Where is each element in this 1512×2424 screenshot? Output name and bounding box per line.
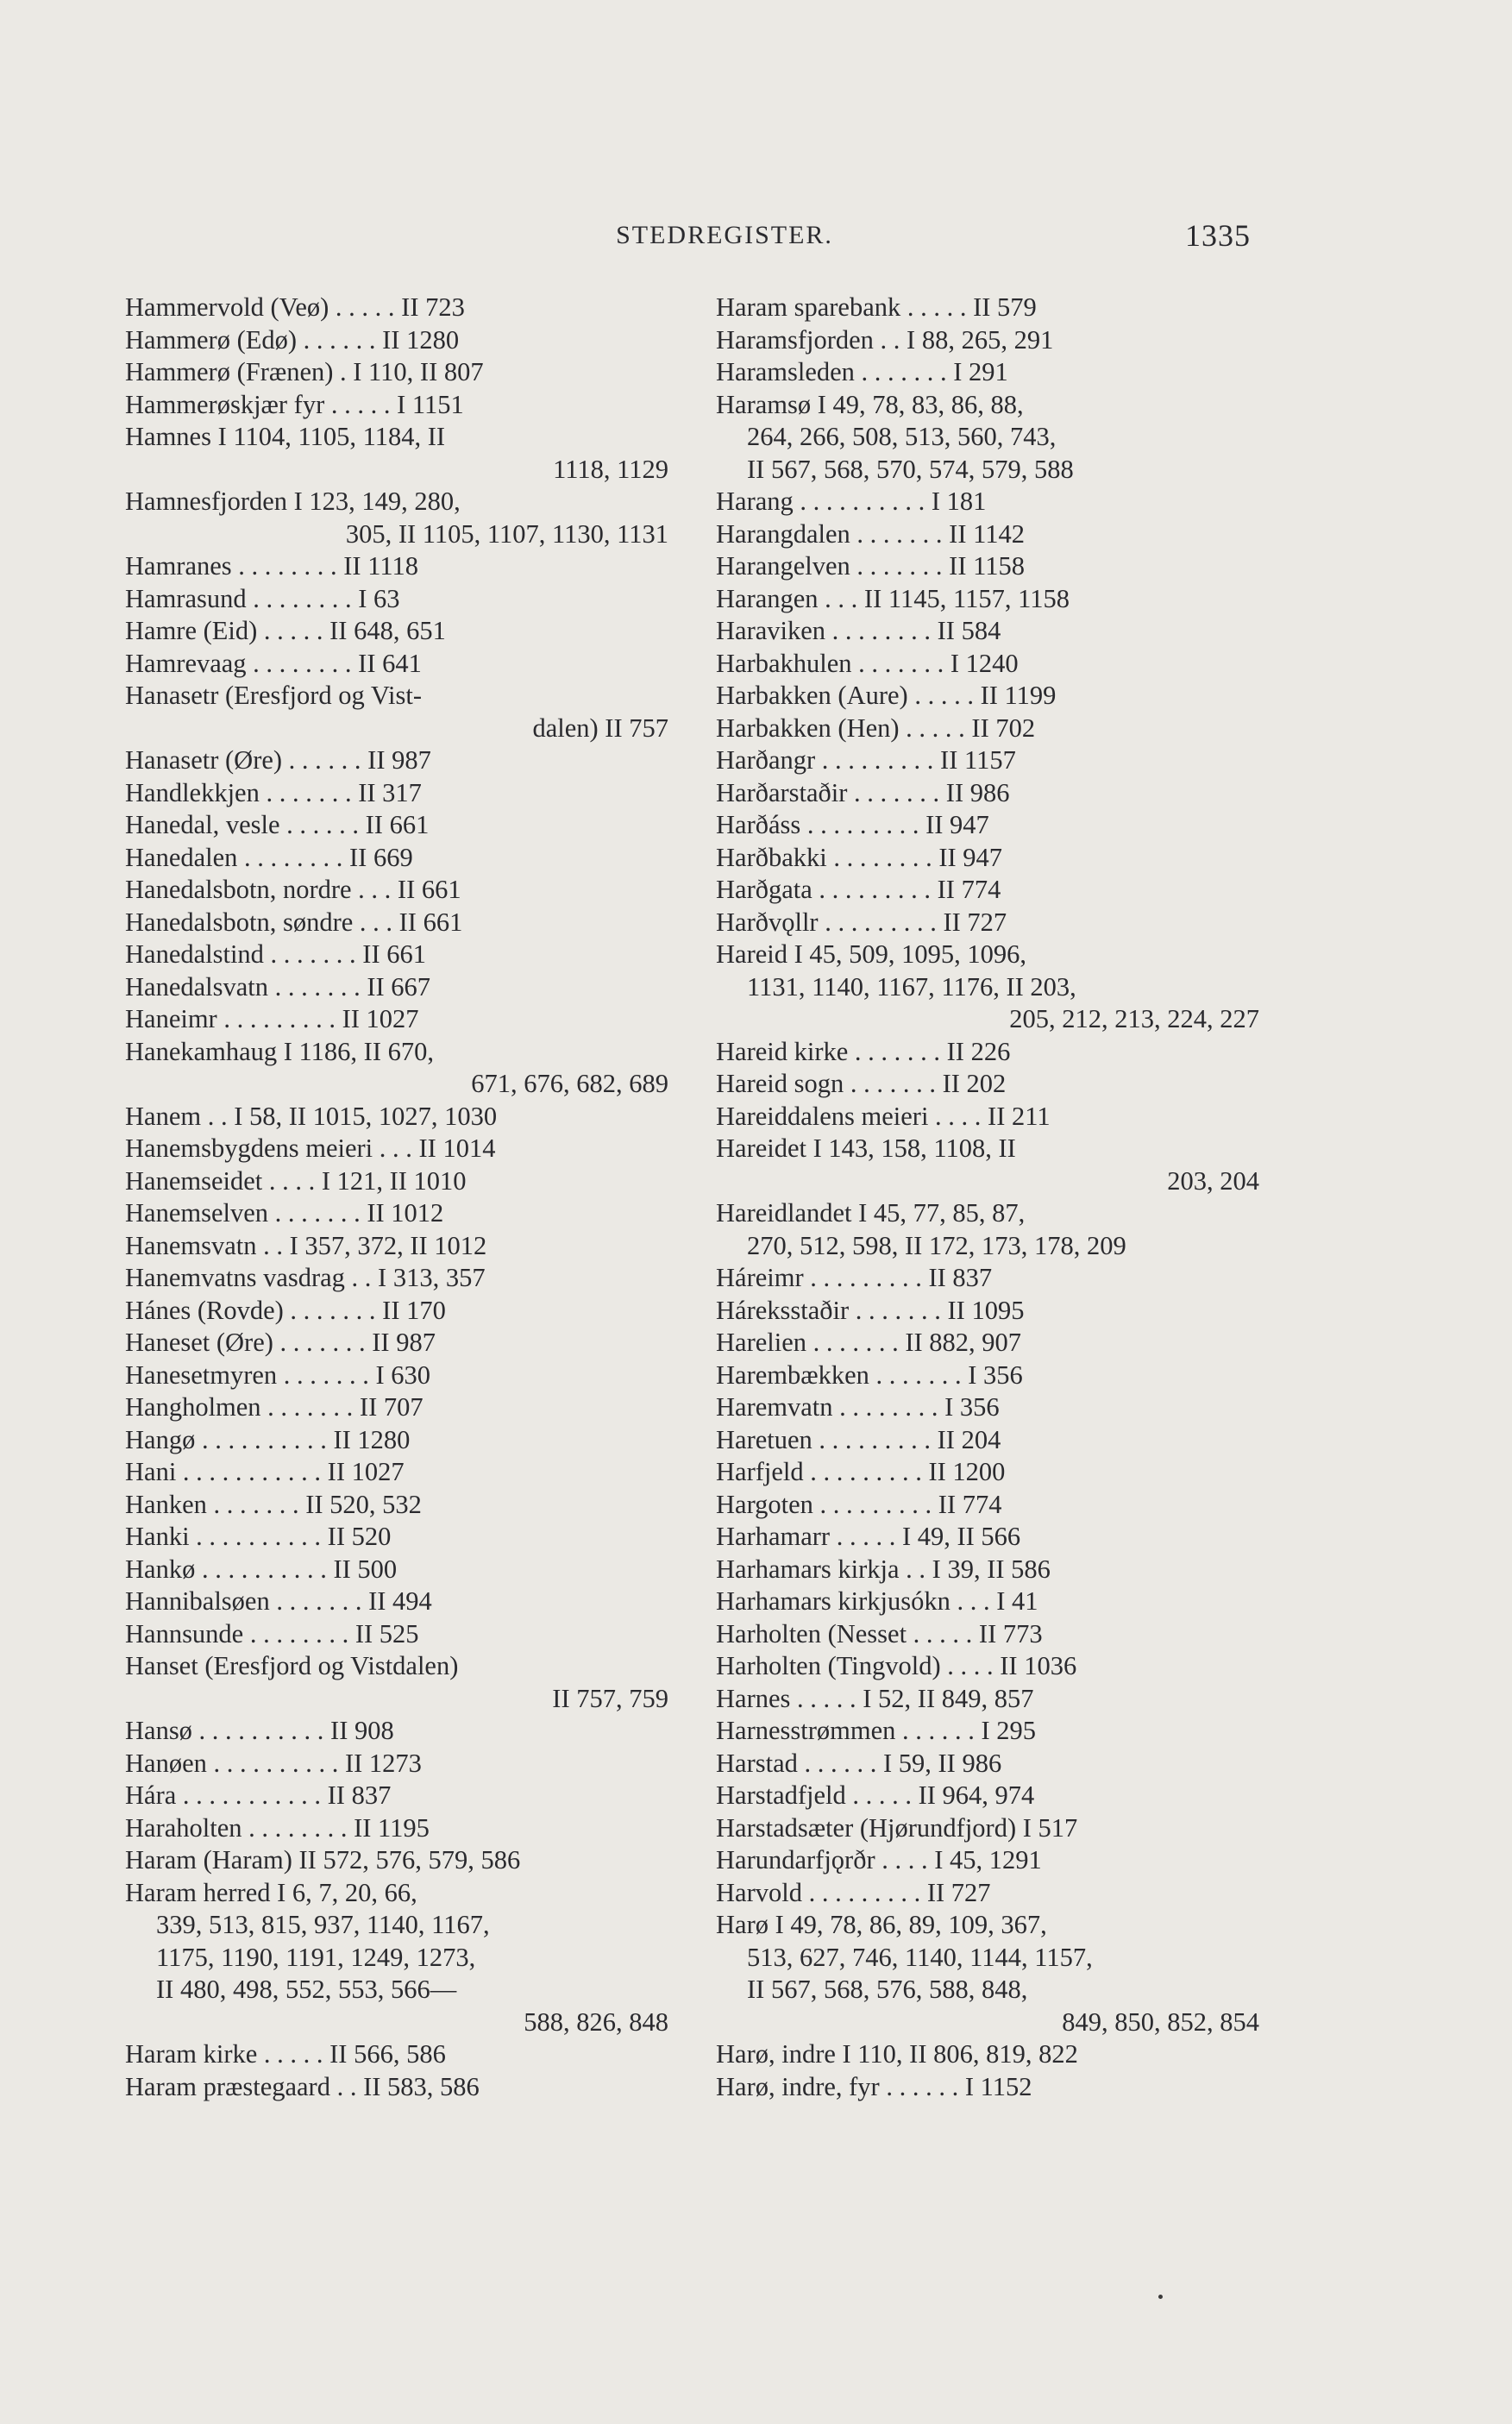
index-entry-line: Harðgata . . . . . . . . . II 774 — [716, 875, 1001, 904]
index-entry-line: Haneset (Øre) . . . . . . . II 987 — [125, 1328, 436, 1357]
index-entry-line: Hareid I 45, 509, 1095, 1096, — [716, 939, 1027, 969]
index-entry-line: Hansø . . . . . . . . . . II 908 — [125, 1716, 394, 1745]
index-entry-line: Harembækken . . . . . . . I 356 — [716, 1360, 1023, 1390]
index-entry-line: 849, 850, 852, 854 — [1062, 2006, 1259, 2037]
index-entry-line: Hánes (Rovde) . . . . . . . II 170 — [125, 1295, 446, 1325]
index-entry-line: Harnes . . . . . I 52, II 849, 857 — [716, 1683, 1034, 1713]
index-entry-line: Hareiddalens meieri . . . . II 211 — [716, 1101, 1051, 1131]
index-entry-line: Hanemseidet . . . . I 121, II 1010 — [125, 1165, 467, 1196]
index-entry-line: Haram kirke . . . . . II 566, 586 — [125, 2039, 446, 2069]
index-entry-line: 205, 212, 213, 224, 227 — [1009, 1004, 1259, 1033]
index-entry-line: Hanedalstind . . . . . . . II 661 — [125, 939, 426, 969]
index-column-right — [716, 292, 1259, 2103]
index-entry-line: Hareid sogn . . . . . . . II 202 — [716, 1069, 1007, 1098]
index-entry-line: Harang . . . . . . . . . . I 181 — [716, 487, 987, 516]
index-entry-line: Harbakken (Hen) . . . . . II 702 — [716, 713, 1036, 743]
index-entry-line: Hanedalen . . . . . . . . II 669 — [125, 842, 413, 872]
index-entry-line: Hangø . . . . . . . . . . II 1280 — [125, 1424, 411, 1454]
index-entry-line: Harø, indre, fyr . . . . . . I 1152 — [716, 2071, 1032, 2101]
index-entry-line: Harelien . . . . . . . II 882, 907 — [716, 1328, 1022, 1357]
index-entry-line: Harø, indre I 110, II 806, 819, 822 — [716, 2039, 1078, 2069]
index-entry-line: Haram (Haram) II 572, 576, 579, 586 — [125, 1845, 521, 1875]
index-entry-line: Handlekkjen . . . . . . . II 317 — [125, 777, 422, 807]
index-entry-line: Haremvatn . . . . . . . . I 356 — [716, 1392, 1000, 1422]
index-entry-line: Haneimr . . . . . . . . . II 1027 — [125, 1004, 419, 1033]
index-entry-line: Hani . . . . . . . . . . . II 1027 — [125, 1457, 405, 1486]
page-number: 1335 — [1185, 218, 1251, 253]
index-entry-line: Hanøen . . . . . . . . . . II 1273 — [125, 1748, 422, 1778]
index-entry-line: Harhamarr . . . . . I 49, II 566 — [716, 1522, 1021, 1551]
index-entry-line: 1118, 1129 — [553, 454, 668, 484]
index-entry-line: Haretuen . . . . . . . . . II 204 — [716, 1424, 1001, 1454]
index-entry-line: Harðbakki . . . . . . . . II 947 — [716, 842, 1003, 872]
index-entry-line: II 480, 498, 552, 553, 566— — [156, 1975, 457, 2004]
index-entry-line: Hamnes I 1104, 1105, 1184, II — [125, 422, 446, 451]
index-entry-line: Harø I 49, 78, 86, 89, 109, 367, — [716, 1910, 1047, 1939]
index-entry-line: Harðarstaðir . . . . . . . II 986 — [716, 777, 1010, 807]
index-entry-line: Hamranes . . . . . . . . II 1118 — [125, 551, 418, 581]
index-entry-line: Hanedalsbotn, søndre . . . II 661 — [125, 907, 463, 937]
index-entry-line: 339, 513, 815, 937, 1140, 1167, — [156, 1910, 490, 1939]
index-entry-line: Hanki . . . . . . . . . . II 520 — [125, 1522, 392, 1551]
index-entry-line: Hangholmen . . . . . . . II 707 — [125, 1392, 423, 1422]
index-entry-line: Haramsfjorden . . I 88, 265, 291 — [716, 324, 1054, 355]
index-entry-line: Hanken . . . . . . . II 520, 532 — [125, 1489, 422, 1519]
index-entry-line: 203, 204 — [1167, 1165, 1259, 1196]
index-entry-line: Hára . . . . . . . . . . . II 837 — [125, 1780, 392, 1810]
index-entry-line: Hanedalsvatn . . . . . . . II 667 — [125, 971, 431, 1002]
index-entry-line: Harholten (Tingvold) . . . . II 1036 — [716, 1651, 1077, 1680]
index-entry-line: Harangelven . . . . . . . II 1158 — [716, 551, 1025, 581]
index-entry-line: Hanem . . I 58, II 1015, 1027, 1030 — [125, 1101, 498, 1131]
index-entry-line: II 567, 568, 576, 588, 848, — [747, 1975, 1028, 2004]
index-entry-line: Háreimr . . . . . . . . . II 837 — [716, 1263, 993, 1292]
index-entry-line: Harholten (Nesset . . . . . II 773 — [716, 1618, 1043, 1648]
paper-speck — [1158, 2295, 1163, 2299]
index-column-left — [125, 292, 668, 2103]
index-entry-line: Haramsø I 49, 78, 83, 86, 88, — [716, 389, 1024, 419]
index-entry-line: Hanasetr (Øre) . . . . . . II 987 — [125, 745, 431, 775]
index-entry-line: Hammervold (Veø) . . . . . II 723 — [125, 292, 465, 322]
index-entry-line: 513, 627, 746, 1140, 1144, 1157, — [747, 1942, 1093, 1972]
index-entry-line: Hareidlandet I 45, 77, 85, 87, — [716, 1198, 1026, 1228]
index-entry-line: Haram sparebank . . . . . II 579 — [716, 292, 1037, 322]
index-entry-line: Harðvǫllr . . . . . . . . . II 727 — [716, 907, 1007, 937]
index-entry-line: Harhamars kirkjusókn . . . I 41 — [716, 1586, 1038, 1616]
index-entry-line: Hannsunde . . . . . . . . II 525 — [125, 1618, 419, 1648]
index-entry-line: Harhamars kirkja . . I 39, II 586 — [716, 1554, 1051, 1584]
index-entry-line: 1175, 1190, 1191, 1249, 1273, — [156, 1942, 476, 1972]
index-entry-line: Hargoten . . . . . . . . . II 774 — [716, 1489, 1002, 1519]
index-entry-line: Hamrevaag . . . . . . . . II 641 — [125, 648, 422, 678]
index-entry-line: Harbakhulen . . . . . . . I 1240 — [716, 648, 1019, 678]
index-entry-line: Harstadfjeld . . . . . II 964, 974 — [716, 1780, 1035, 1810]
index-entry-line: Hamre (Eid) . . . . . II 648, 651 — [125, 616, 446, 645]
index-entry-line: Haramsleden . . . . . . . I 291 — [716, 357, 1008, 386]
index-entry-line: Harangdalen . . . . . . . II 1142 — [716, 518, 1025, 549]
index-entry-line: Hannibalsøen . . . . . . . II 494 — [125, 1586, 432, 1616]
index-entry-line: Hareid kirke . . . . . . . II 226 — [716, 1036, 1011, 1066]
index-entry-line: Haraviken . . . . . . . . II 584 — [716, 616, 1001, 645]
index-entry-line: Harundarfjǫrðr . . . . I 45, 1291 — [716, 1845, 1042, 1875]
index-entry-line: 1131, 1140, 1167, 1176, II 203, — [747, 971, 1076, 1002]
index-entry-line: Harbakken (Aure) . . . . . II 1199 — [716, 681, 1057, 710]
index-entry-line: 270, 512, 598, II 172, 173, 178, 209 — [747, 1230, 1126, 1260]
index-entry-line: Hanedalsbotn, nordre . . . II 661 — [125, 875, 461, 904]
index-entry-line: dalen) II 757 — [532, 713, 668, 743]
index-entry-line: Hanesetmyren . . . . . . . I 630 — [125, 1360, 431, 1390]
index-entry-line: Haram præstegaard . . II 583, 586 — [125, 2071, 480, 2101]
index-entry-line: Hanekamhaug I 1186, II 670, — [125, 1036, 434, 1066]
index-entry-line: 305, II 1105, 1107, 1130, 1131 — [345, 518, 668, 549]
index-entry-line: Hamnesfjorden I 123, 149, 280, — [125, 487, 461, 516]
index-entry-line: Hammerø (Edø) . . . . . . II 1280 — [125, 324, 460, 355]
index-entry-line: Háreksstaðir . . . . . . . II 1095 — [716, 1295, 1025, 1325]
index-entry-line: Hamrasund . . . . . . . . I 63 — [125, 583, 400, 613]
index-entry-line: Hammerøskjær fyr . . . . . I 1151 — [125, 389, 464, 419]
index-entry-line: Hanemsvatn . . I 357, 372, II 1012 — [125, 1230, 487, 1260]
index-entry-line: Harðáss . . . . . . . . . II 947 — [716, 810, 989, 839]
index-entry-line: Harnesstrømmen . . . . . . I 295 — [716, 1716, 1037, 1745]
index-entry-line: 671, 676, 682, 689 — [471, 1069, 668, 1098]
index-entry-line: II 567, 568, 570, 574, 579, 588 — [747, 454, 1074, 484]
index-entry-line: Haram herred I 6, 7, 20, 66, — [125, 1877, 417, 1907]
index-entry-line: Hammerø (Frænen) . I 110, II 807 — [125, 357, 484, 386]
running-head-title: STEDREGISTER. — [616, 221, 833, 249]
index-entry-line: II 757, 759 — [552, 1683, 668, 1713]
index-entry-line: Hanset (Eresfjord og Vistdalen) — [125, 1651, 459, 1680]
index-entry-line: Hareidet I 143, 158, 1108, II — [716, 1134, 1016, 1163]
index-entry-line: Hanemsbygdens meieri . . . II 1014 — [125, 1134, 496, 1163]
index-entry-line: 264, 266, 508, 513, 560, 743, — [747, 422, 1057, 451]
index-entry-line: Harstadsæter (Hjørundfjord) I 517 — [716, 1812, 1078, 1843]
index-entry-line: Harvold . . . . . . . . . II 727 — [716, 1877, 991, 1907]
index-entry-line: Hanedal, vesle . . . . . . II 661 — [125, 810, 430, 839]
index-entry-line: Harfjeld . . . . . . . . . II 1200 — [716, 1457, 1006, 1486]
index-entry-line: Hanemselven . . . . . . . II 1012 — [125, 1198, 444, 1228]
index-entry-line: 588, 826, 848 — [524, 2006, 668, 2037]
index-entry-line: Harðangr . . . . . . . . . II 1157 — [716, 745, 1016, 775]
index-entry-line: Haraholten . . . . . . . . II 1195 — [125, 1812, 430, 1843]
index-entry-line: Hankø . . . . . . . . . . II 500 — [125, 1554, 398, 1584]
index-entry-line: Harangen . . . II 1145, 1157, 1158 — [716, 583, 1070, 613]
index-entry-line: Hanasetr (Eresfjord og Vist- — [125, 681, 423, 710]
index-entry-line: Harstad . . . . . . I 59, II 986 — [716, 1748, 1002, 1778]
index-entry-line: Hanemvatns vasdrag . . I 313, 357 — [125, 1263, 486, 1292]
